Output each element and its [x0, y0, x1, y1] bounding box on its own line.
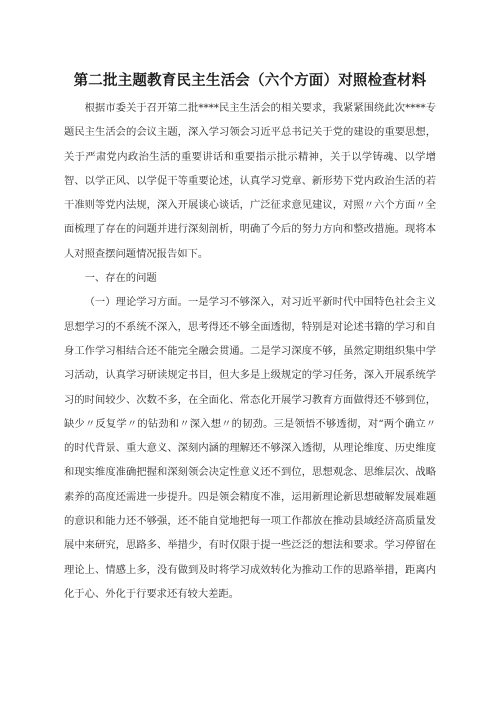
theory-study-paragraph: （一）理论学习方面。一是学习不够深入，对习近平新时代中国特色社会主义思想学习的不系统不深入，思考得还不够全面透彻，特别是对论述书籍的学习和自身工作学习相结合还不能完全融会贯通。二是学习深度不够，虽然定期组织集中学习活动，认真学习研读规定书目，但大多是上级规定的学习任务，深入开展系统学习的时间较少、次数不多，在全面化、常态化开展学习教育方面做得还不够到位，缺少〃反复学〃的钻劲和〃深入想〃的韧劲。三是领悟不够透彻，对“两个确立〃的时代背景、重大意义、深刻内涵的理解还不够深入透彻，从理论维度、历史维度和现实维度准确把握和深刻领会决定性意义还不到位，思想观念、思维层次、战略素养的高度还需进一步提升。四是领会精度不准，运用新理论新思想破解发展难题的意识和能力还不够强，还不能自觉地把每一项工作都放在推动县域经济高质量发展中来研究，思路多、举措少，有时仅限于提一些泛泛的想法和要求。学习停留在理论上、情感上多，没有做到及时将学习成效转化为推动工作的思路举措，距离内化于心、外化于行要求还有较大差距。 — [64, 296, 436, 600]
intro-paragraph: 根据市委关于召开第二批****民主生活会的相关要求，我紧紧围绕此次****专题民主生活会的会议主题，深入学习领会习近平总书记关于党的建设的重要思想，关于严肃党内政治生活的重要讲话和重要指示批示精神，关于以学铸魂、以学增智、以学正风、以学促干等重要论述，认真学习党章、新形势下党内政治生活的若干准则等党内法规，深入开展谈心谈话，广泛征求意见建议，对照〃六个方面〃全面梳理了存在的问题并进行深刻剖析，明确了今后的努力方向和整改措施。现将本人对照查摆问题情况报告如下。 — [64, 102, 436, 260]
document-body — [64, 96, 436, 606]
section-heading: 一、存在的问题 — [84, 272, 157, 285]
document-title: 第二批主题教育民主生活会（六个方面）对照检查材料 — [73, 73, 427, 89]
